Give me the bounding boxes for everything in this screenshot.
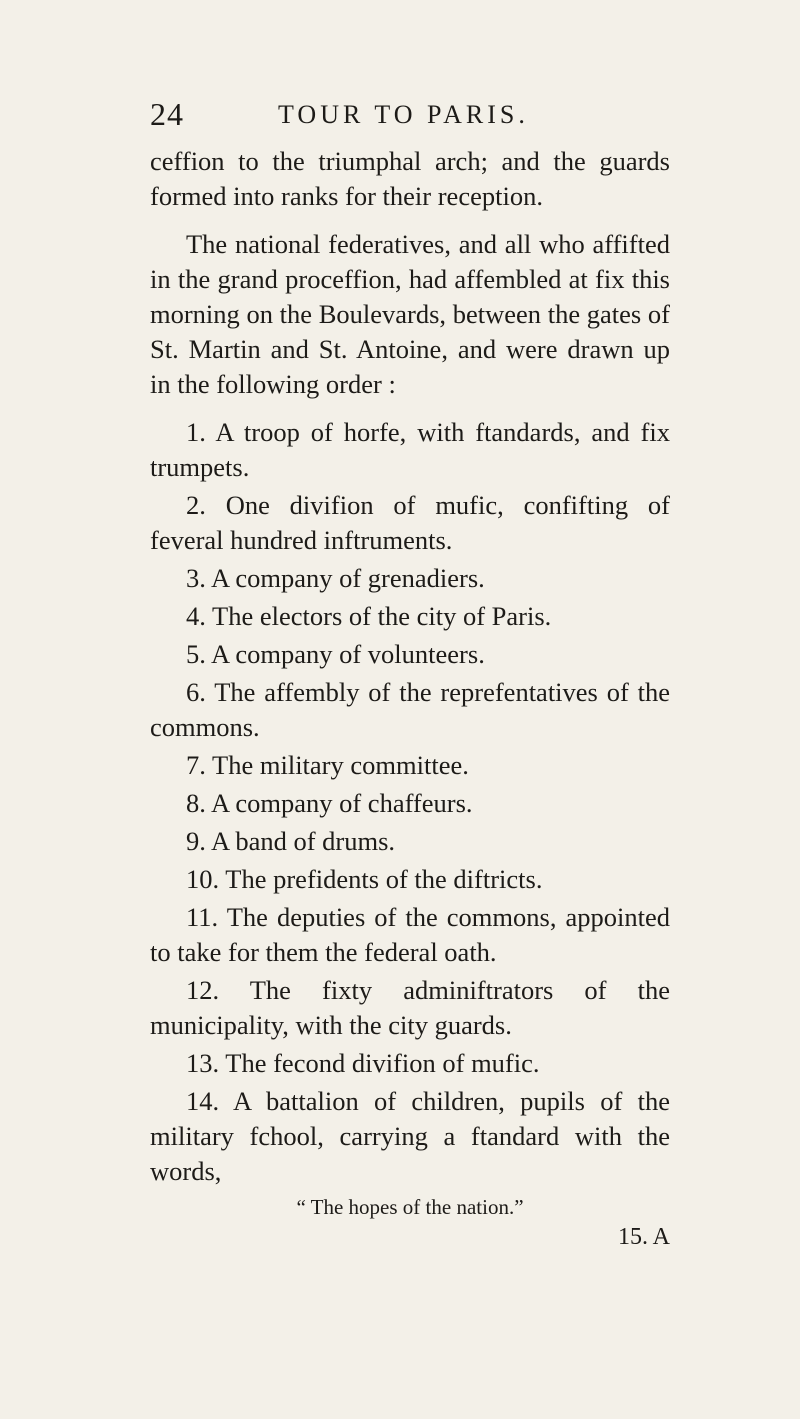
list-item-number: 11.	[186, 902, 219, 932]
list-item	[150, 824, 670, 859]
list-item	[150, 786, 670, 821]
list-item-text: One divifion of mufic, confifting of feveral hundred inftruments.	[150, 490, 670, 555]
list-item-number: 14.	[186, 1086, 220, 1116]
list-item	[150, 415, 670, 485]
list-item-text: The electors of the city of Paris.	[212, 601, 552, 631]
list-item-number: 3.	[186, 563, 206, 593]
list-item	[150, 973, 670, 1043]
list-item-number: 13.	[186, 1048, 220, 1078]
list-item-number: 6.	[186, 677, 206, 707]
list-item-text: The deputies of the commons, appointed to take for them the federal oath.	[150, 902, 670, 967]
list-item-text: A company of volunteers.	[211, 639, 485, 669]
list-item-number: 8.	[186, 788, 206, 818]
list-item-text: A band of drums.	[211, 826, 396, 856]
list-item-text: The fecond divifion of mufic.	[225, 1048, 540, 1078]
list-item-text: A company of chaffeurs.	[211, 788, 473, 818]
body-text	[150, 144, 670, 1252]
page-number: 24	[150, 96, 184, 132]
list-item-text: The prefidents of the diftricts.	[225, 864, 543, 894]
list-item-text: A company of grenadiers.	[211, 563, 485, 593]
list-item	[150, 561, 670, 596]
list-item-number: 4.	[186, 601, 206, 631]
list-item-number: 2.	[186, 490, 206, 520]
procession-order-list	[150, 415, 670, 1189]
standard-motto-quote: “ The hopes of the nation.”	[296, 1195, 524, 1219]
list-item-text: A troop of horfe, with ftandards, and fix trumpets.	[150, 417, 670, 482]
list-item	[150, 1084, 670, 1189]
list-item	[150, 675, 670, 745]
list-item-number: 5.	[186, 639, 206, 669]
list-item-number: 12.	[186, 975, 220, 1005]
paragraph-federatives: The national federatives, and all who affifted in the grand proceffion, had affembled at fix this morning on the Boulevards, between the gates of St. Martin and St. Antoine, and were drawn up in the following order :	[150, 229, 670, 399]
list-item-number: 7.	[186, 750, 206, 780]
list-item	[150, 900, 670, 970]
list-item	[150, 1046, 670, 1081]
list-item-number: 9.	[186, 826, 206, 856]
page-header	[150, 96, 710, 136]
list-item-text: The affembly of the reprefentatives of the commons.	[150, 677, 671, 742]
list-item-text: The fixty adminiftrators of the municipality, with the city guards.	[150, 975, 670, 1040]
list-item	[150, 862, 670, 897]
paragraph-continuation: ceffion to the triumphal arch; and the guards formed into ranks for their reception.	[150, 146, 670, 211]
list-item-number: 10.	[186, 864, 220, 894]
running-head: TOUR TO PARIS.	[278, 100, 529, 129]
list-item-text: The military committee.	[212, 750, 469, 780]
list-item	[150, 599, 670, 634]
list-item	[150, 637, 670, 672]
list-item	[150, 748, 670, 783]
list-item	[150, 488, 670, 558]
list-item-number: 1.	[186, 417, 206, 447]
list-item-text: A battalion of children, pupils of the military fchool, carrying a ftandard with the words,	[150, 1086, 670, 1186]
catchword: 15. A	[617, 1224, 670, 1250]
